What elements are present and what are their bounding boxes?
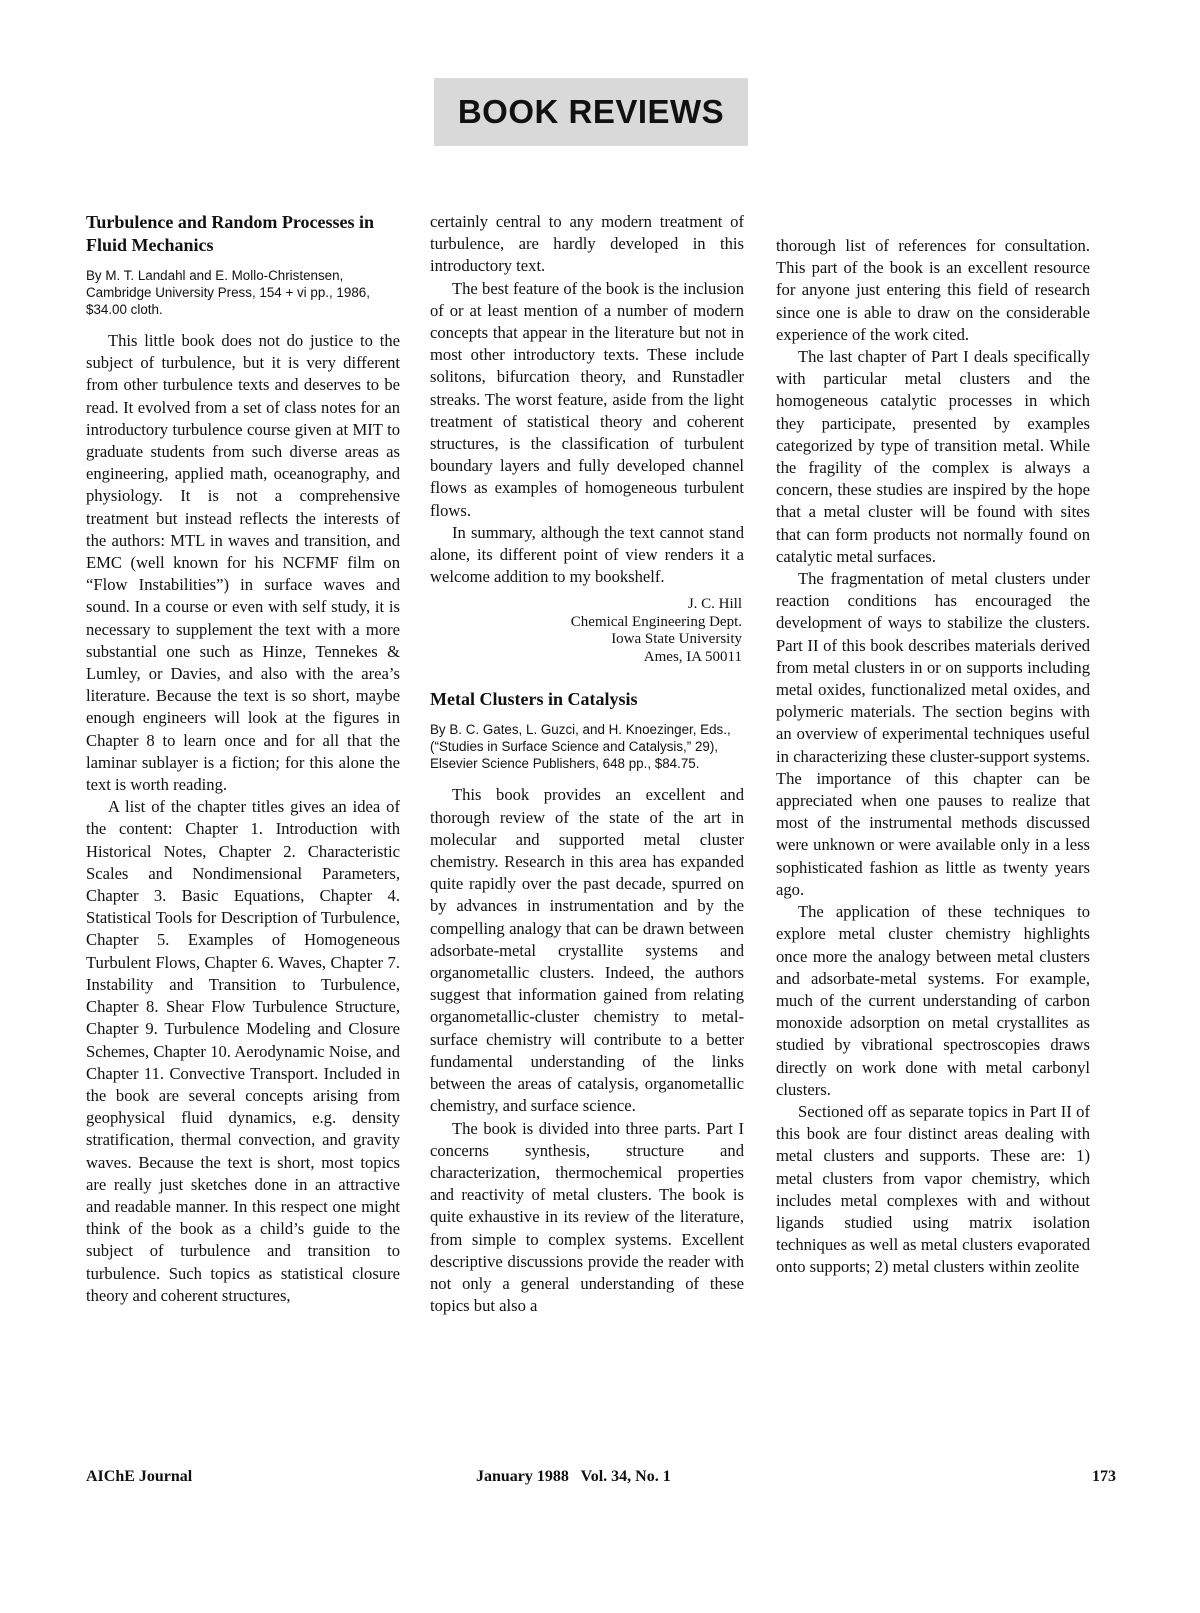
review-title: Metal Clusters in Catalysis — [430, 689, 638, 710]
review-byline: By M. T. Landahl and E. Mollo-Christensen, Cambridge University Press, 154 + vi pp., 1986, $34.00 cloth. — [86, 268, 370, 317]
review-paragraph: The application of these techniques to explore metal cluster chemistry highlights once more the analogy between metal clusters and adsorbate-metal systems. For example, much of the current understanding of carbon monoxide adsorption on metal crystallites as studied by vibrational spectroscopies draws directly on work done with metal carbonyl clusters. — [776, 902, 1090, 1099]
reviewer-signature — [430, 596, 742, 666]
review-paragraph: The fragmentation of metal clusters under reaction conditions has encouraged the development of ways to stabilize the clusters. Part II of this book describes materials derived from metal clusters in or on supports including metal oxides, functionalized metal oxides, and polymeric materials. The section begins with an overview of experimental techniques useful in characterizing these cluster-support systems. The importance of this chapter can be appreciated when one pauses to realize that most of the instrumental methods discussed were unknown or were available only in a less sophisticated fashion as little as twenty years ago. — [776, 569, 1090, 899]
review-byline: By B. C. Gates, L. Guzci, and H. Knoezinger, Eds., (“Studies in Surface Science and Catalysis,” 29), Elsevier Science Publishers, 648 pp., $84.75. — [430, 722, 731, 772]
review-paragraph: In summary, although the text cannot stand alone, its different point of view renders it a welcome addition to my bookshelf. — [430, 522, 744, 587]
review-paragraph: The last chapter of Part I deals specifically with particular metal clusters and the homogeneous catalytic processes in which they participate, presented by examples categorized by type of transition metal. While the fragility of the complex is always a concern, these studies are inspired by the hope that a metal cluster will be found with sites that can form products not normally found on catalytic metal surfaces. — [776, 347, 1090, 566]
column-3 — [776, 235, 1090, 1279]
review-paragraph: This little book does not do justice to the subject of turbulence, but it is very different from other turbulence texts and deserves to be read. It evolved from a set of class notes for an introductory turbulence course given at MIT to graduate students from such diverse areas as engineering, applied math, oceanography, and physiology. It is not a comprehensive treatment but instead reflects the interests of the authors: MTL in waves and transition, and EMC (well known for his NCFMF film on “Flow Instabilities”) in surface waves and sound. In a course or even with self study, it is necessary to supplement the text with a more substantial one such as Hinze, Tennekes & Lumley, or Davies, and also with the area’s literature. Because the text is so short, maybe enough engineers will look at the figures in Chapter 8 to learn once and for all that the laminar sublayer is a fiction; for this alone the text is worth reading. — [86, 331, 400, 795]
reviewer-department: Chemical Engineering Dept. — [570, 613, 742, 630]
review-paragraph: This book provides an excellent and thorough review of the state of the art in molecular and supported metal cluster chemistry. Research in this area has expanded quite rapidly over the past decade, spurred on by advances in instrumentation and by the compelling analogy that can be drawn between adsorbate-metal crystallite systems and organometallic clusters. Indeed, the authors suggest that information gained from relating organometallic-cluster chemistry to metal-surface chemistry will contribute to a better fundamental understanding of the links between the areas of catalysis, organometallic chemistry, and surface science. — [430, 785, 744, 1116]
reviewer-name: J. C. Hill — [687, 596, 742, 613]
review-paragraph: The best feature of the book is the inclusion of or at least mention of a number of modern concepts that appear in the literature but not in most other introductory texts. These include solitons, bifurcation theory, and Runstadler streaks. The worst feature, aside from the light treatment of statistical theory and coherent structures, is the classification of turbulent boundary layers and fully developed channel flows as examples of homogeneous turbulent flows. — [430, 278, 744, 520]
footer-journal-name: AIChE Journal — [86, 1468, 193, 1485]
footer-issue: January 1988 Vol. 34, No. 1 — [476, 1468, 671, 1485]
column-2 — [430, 211, 744, 1317]
review-paragraph: thorough list of references for consultation. This part of the book is an excellent resource for anyone just entering this field of research since one is able to draw on the considerable experience of the work cited. — [776, 236, 1090, 344]
review-paragraph: A list of the chapter titles gives an idea of the content: Chapter 1. Introduction with Historical Notes, Chapter 2. Characteristic Scales and Nondimensional Parameters, Chapter 3. Basic Equations, Chapter 4. Statistical Tools for Description of Turbulence, Chapter 5. Examples of Homogeneous Turbulent Flows, Chapter 6. Waves, Chapter 7. Instability and Transition to Turbulence, Chapter 8. Shear Flow Turbulence Structure, Chapter 9. Turbulence Modeling and Closure Schemes, Chapter 10. Aerodynamic Noise, and Chapter 11. Convective Transport. Included in the book are several concepts arising from geophysical fluid dynamics, e.g. density stratification, thermal convection, and gravity waves. Because the text is short, most topics are really just sketches done in an attractive and readable manner. In this respect one might think of the book as a child’s guide to the subject of turbulence and transition to turbulence. Such topics as statistical closure theory and coherent structures, — [86, 797, 400, 1305]
review-title: Turbulence and Random Processes in Fluid Mechanics — [86, 212, 375, 255]
footer-page-number: 173 — [1092, 1468, 1116, 1485]
review-paragraph: The book is divided into three parts. Part I concerns synthesis, structure and characterization, thermochemical properties and reactivity of metal clusters. The book is quite exhaustive in its review of the literature, from simple to complex systems. Excellent descriptive discussions provide the reader with not only a general understanding of these topics but also a — [430, 1118, 744, 1316]
section-banner — [434, 78, 748, 146]
review-paragraph: certainly central to any modern treatment of turbulence, are hardly developed in this introductory text. — [430, 212, 744, 276]
column-1 — [86, 211, 400, 1307]
reviewer-institution: Iowa State University — [611, 631, 742, 648]
review-paragraph: Sectioned off as separate topics in Part II of this book are four distinct areas dealing with metal clusters and supports. These are: 1) metal clusters from vapor chemistry, which includes metal complexes with and without ligands studied using matrix isolation techniques as well as metal clusters evaporated onto supports; 2) metal clusters within zeolite — [776, 1101, 1090, 1277]
reviewer-location: Ames, IA 50011 — [643, 648, 742, 665]
section-title: BOOK REVIEWS — [457, 93, 725, 130]
